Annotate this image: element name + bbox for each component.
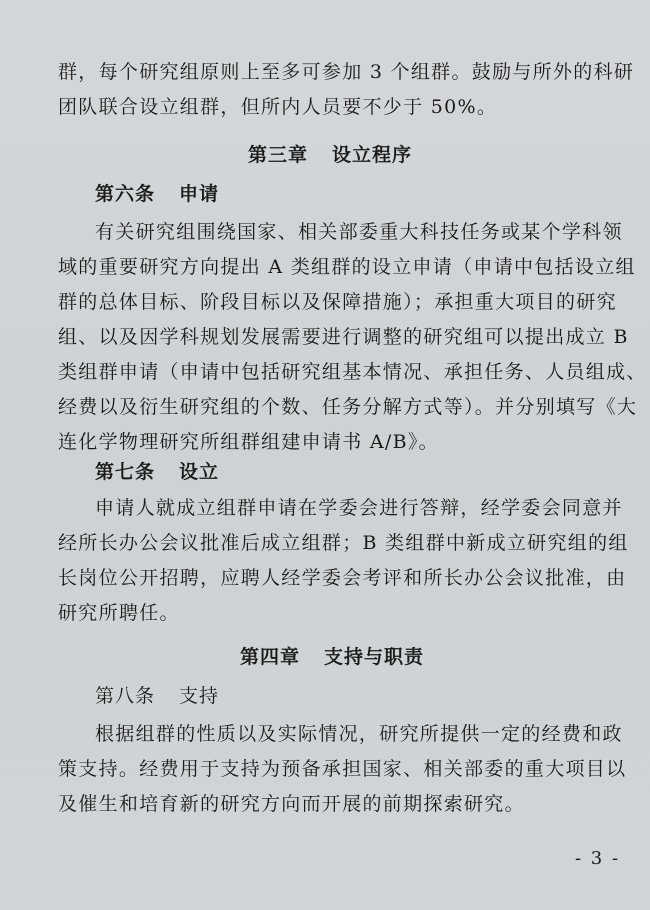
paragraph-line: 及催生和培育新的研究方向而开展的前期探索研究。 xyxy=(58,793,525,815)
paragraph-line: 组、以及因学科规划发展需要进行调整的研究组可以提出成立 B xyxy=(58,326,629,348)
chapter-heading xyxy=(240,645,424,669)
paragraph-line: 根据组群的性质以及实际情况，研究所提供一定的经费和政 xyxy=(95,723,623,745)
paragraph-line: 团队联合设立组群，但所内人员要不少于 50%。 xyxy=(58,96,498,118)
paragraph-line: 长岗位公开招聘，应聘人经学委会考评和所长办公会议批准，由 xyxy=(58,567,627,589)
article-number: 第八条 xyxy=(95,685,156,707)
article-heading xyxy=(95,182,219,206)
paragraph-line: 研究所聘任。 xyxy=(58,602,180,624)
page-number: - 3 - xyxy=(575,848,621,869)
article-heading xyxy=(95,684,219,708)
paragraph-line: 群的总体目标、阶段目标以及保障措施）；承担重大项目的研究 xyxy=(58,291,617,313)
chapter-number: 第四章 xyxy=(240,646,301,668)
paragraph-line: 域的重要研究方向提出 A 类组群的设立申请（申请中包括设立组 xyxy=(58,256,636,278)
paragraph-line: 类组群申请（申请中包括研究组基本情况、承担任务、人员组成、 xyxy=(58,361,647,383)
paragraph-line: 策支持。经费用于支持为预备承担国家、相关部委的重大项目以 xyxy=(58,758,627,780)
paragraph-line: 申请人就成立组群申请在学委会进行答辩，经学委会同意并 xyxy=(95,497,623,519)
paragraph-line: 经费以及衍生研究组的个数、任务分解方式等）。并分别填写《大 xyxy=(58,396,638,418)
chapter-heading xyxy=(248,143,412,167)
paragraph-line: 经所长办公会议批准后成立组群；B 类组群中新成立研究组的组 xyxy=(58,532,629,554)
article-title: 申请 xyxy=(179,183,220,205)
chapter-number: 第三章 xyxy=(248,144,309,166)
article-title: 支持 xyxy=(179,685,220,707)
paragraph-line: 群，每个研究组原则上至多可参加 3 个组群。鼓励与所外的科研 xyxy=(58,61,635,83)
article-title: 设立 xyxy=(179,461,220,483)
paragraph-line: 连化学物理研究所组群组建申请书 A/B》。 xyxy=(58,431,439,453)
article-number: 第七条 xyxy=(95,461,156,483)
paragraph-line: 有关研究组围绕国家、相关部委重大科技任务或某个学科领 xyxy=(95,221,623,243)
chapter-title: 支持与职责 xyxy=(324,646,425,668)
chapter-title: 设立程序 xyxy=(332,144,413,166)
article-number: 第六条 xyxy=(95,183,156,205)
article-heading xyxy=(95,460,219,484)
